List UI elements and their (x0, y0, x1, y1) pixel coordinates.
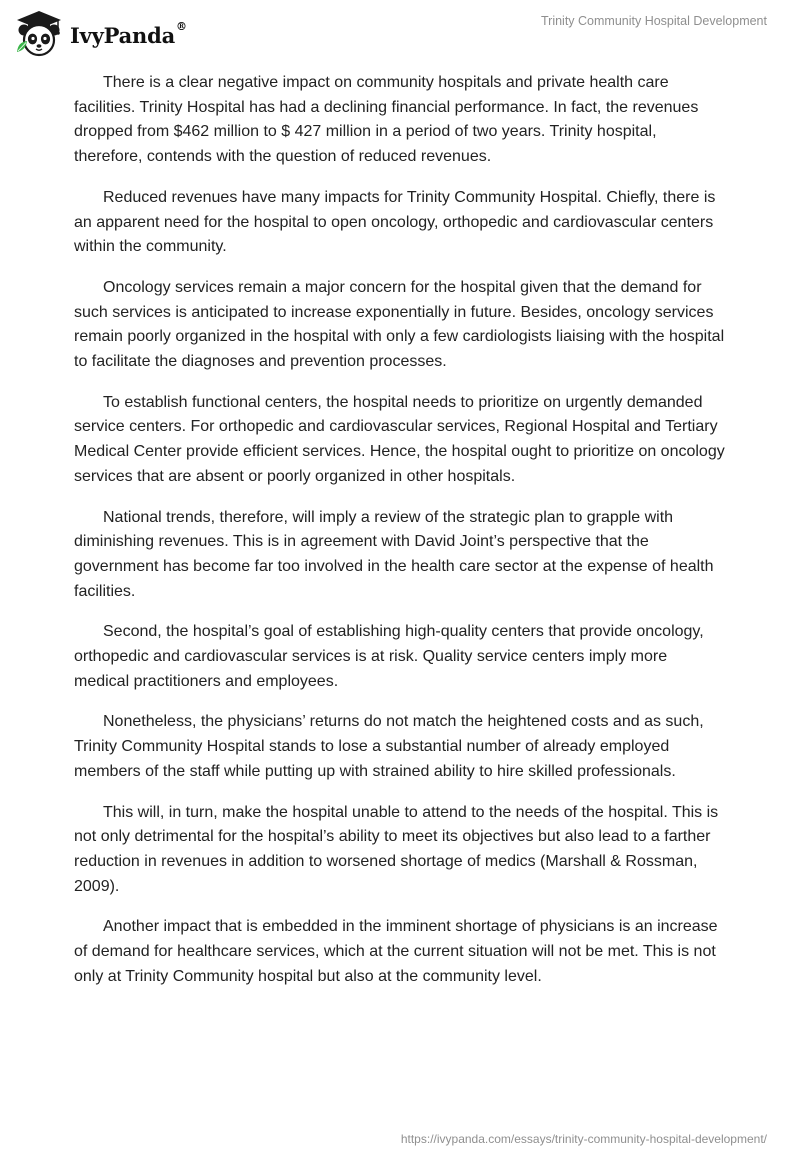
paragraph: Another impact that is embedded in the imminent shortage of physicians is an increase of demand for healthcare services, which at the current situation will not be met. This is not only at Trinity Community hospital but also at the community level. (74, 918, 718, 985)
paragraph: Nonetheless, the physicians’ returns do not match the heightened costs and as such, Trinity Community Hospital stands to lose a substantial number of already employed members of the staff while putting up with strained ability to hire skilled professionals. (74, 713, 704, 780)
paragraph: National trends, therefore, will imply a review of the strategic plan to grapple with diminishing revenues. This is in agreement with David Joint’s perspective that the government has become far too involved in the health care sector at the expense of health facilities. (74, 508, 714, 600)
paragraph: Reduced revenues have many impacts for Trinity Community Hospital. Chiefly, there is an apparent need for the hospital to open oncology, orthopedic and cardiovascular centers within the community. (74, 188, 716, 256)
page-header (0, 0, 800, 60)
paragraph: Oncology services remain a major concern for the hospital given that the demand for such services is anticipated to increase exponentially in future. Besides, oncology services remain poorly organized in the hospital with only a few cardiologists liaising with the hospital to facilitate the diagnoses and prevention processes. (74, 278, 725, 371)
essay-body (74, 71, 726, 1006)
panda-graduate-icon (14, 8, 64, 58)
document-title: Trinity Community Hospital Development (540, 14, 767, 28)
source-url-link[interactable]: https://ivypanda.com/essays/trinity-community-hospital-development/ (400, 1132, 767, 1146)
paragraph: Second, the hospital’s goal of establishing high-quality centers that provide oncology, orthopedic and cardiovascular services is at risk. Quality service centers imply more medical practitioners and employees. (74, 623, 704, 690)
paragraph: There is a clear negative impact on community hospitals and private health care facilities. Trinity Hospital has had a declining financial performance. In fact, the revenues dropped from $462 million to $ 427 million in a period of two years. Trinity hospital, therefore, contends with the question of reduced revenues. (74, 74, 699, 166)
paragraph: This will, in turn, make the hospital unable to attend to the needs of the hospital. This is not only detrimental for the hospital’s ability to meet its objectives but also lead to a farther reduction in revenues in addition to worsened shortage of medics (Marshall & Rossman, 2009). (74, 803, 719, 895)
brand-name: IvyPanda® (70, 19, 187, 48)
ivypanda-logo[interactable] (14, 8, 187, 58)
registered-mark: ® (176, 19, 187, 33)
paragraph: To establish functional centers, the hospital needs to prioritize on urgently demanded service centers. For orthopedic and cardiovascular services, Regional Hospital and Tertiary Medical Center provide efficient services. Hence, the hospital ought to prioritize on oncology services that are absent or poorly organized in other hospitals. (74, 393, 725, 485)
